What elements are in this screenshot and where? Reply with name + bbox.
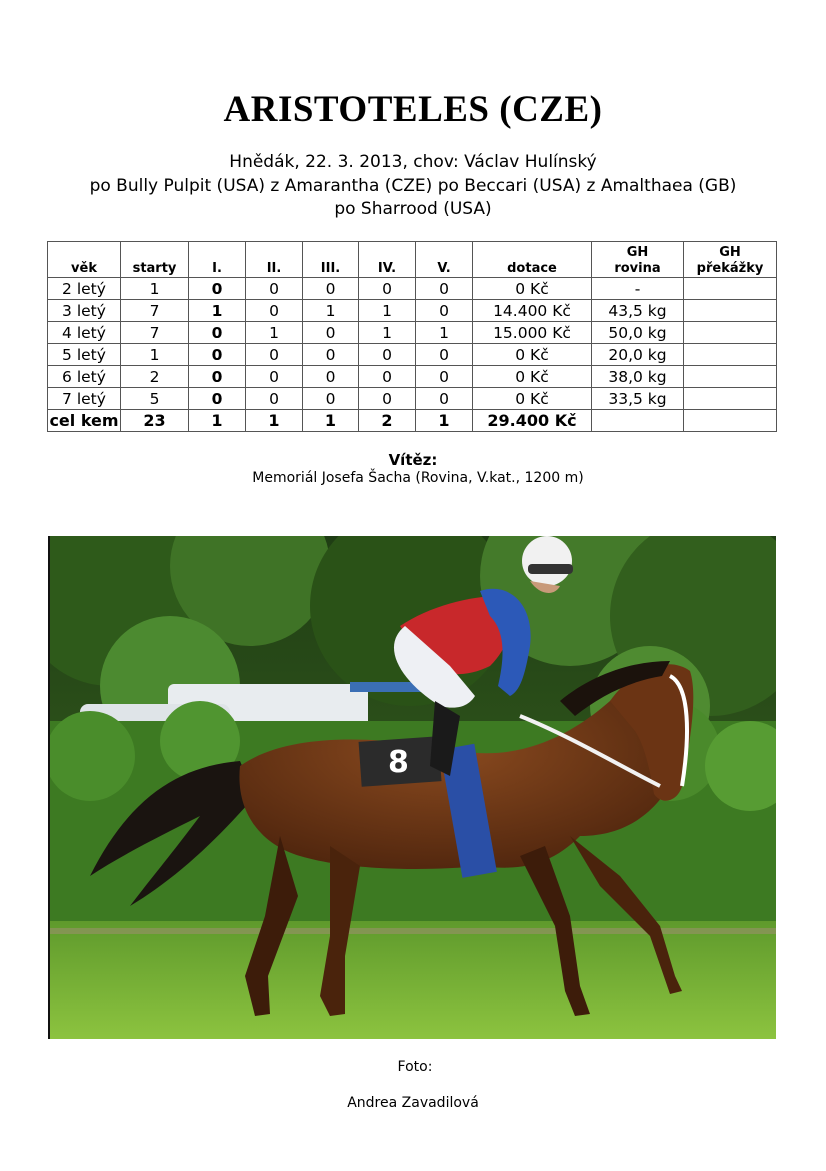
row-age: 6 letý [48, 366, 121, 388]
row-third: 0 [303, 388, 359, 410]
race-stats-table [47, 241, 777, 432]
row-second: 0 [246, 388, 303, 410]
row-gh-jump [684, 322, 777, 344]
row-fourth: 0 [359, 366, 416, 388]
row-gh-flat: 20,0 kg [592, 344, 684, 366]
row-prize: 14.400 Kč [473, 300, 592, 322]
total-starts: 23 [121, 410, 189, 432]
row-fourth: 0 [359, 388, 416, 410]
total-label: cel kem [49, 411, 119, 430]
header-fourth: IV. [359, 242, 416, 278]
row-fourth: 1 [359, 322, 416, 344]
row-prize: 0 Kč [473, 278, 592, 300]
row-age: 5 letý [48, 344, 121, 366]
photo-caption-label: Foto: [397, 1059, 433, 1075]
winner-race: Memoriál Josefa Šacha (Rovina, V.kat., 1200 m) [252, 470, 584, 486]
row-first: 0 [189, 278, 246, 300]
row-age: 4 letý [48, 322, 121, 344]
row-age: 2 letý [48, 278, 121, 300]
row-third: 1 [303, 300, 359, 322]
row-second: 0 [246, 366, 303, 388]
row-starts: 7 [121, 322, 189, 344]
row-third: 0 [303, 322, 359, 344]
row-fifth: 0 [416, 388, 473, 410]
saddle-number: 8 [388, 745, 409, 780]
table-row [48, 388, 777, 410]
table-row [48, 278, 777, 300]
row-second: 0 [246, 278, 303, 300]
row-third: 0 [303, 366, 359, 388]
row-third: 0 [303, 344, 359, 366]
row-age: 7 letý [48, 388, 121, 410]
row-starts: 1 [121, 278, 189, 300]
table-header-row [48, 242, 777, 278]
row-fifth: 1 [416, 322, 473, 344]
row-gh-jump [684, 344, 777, 366]
row-fifth: 0 [416, 366, 473, 388]
row-third: 0 [303, 278, 359, 300]
header-starts: starty [121, 242, 189, 278]
header-age: věk [48, 242, 121, 278]
table-row [48, 322, 777, 344]
horse-photo [48, 536, 776, 1039]
total-gh-jump [684, 410, 777, 432]
pedigree-line: po Bully Pulpit (USA) z Amarantha (CZE) po Beccari (USA) z Amalthaea (GB) [89, 176, 737, 196]
row-fifth: 0 [416, 300, 473, 322]
table-row [48, 366, 777, 388]
row-prize: 0 Kč [473, 388, 592, 410]
row-first: 0 [189, 366, 246, 388]
header-third: III. [303, 242, 359, 278]
row-age: 3 letý [48, 300, 121, 322]
total-third: 1 [303, 410, 359, 432]
header-fifth: V. [416, 242, 473, 278]
photo-author: Andrea Zavadilová [347, 1095, 479, 1111]
row-gh-flat: 50,0 kg [592, 322, 684, 344]
row-gh-flat: 38,0 kg [592, 366, 684, 388]
row-fifth: 0 [416, 344, 473, 366]
row-fourth: 0 [359, 278, 416, 300]
row-second: 1 [246, 322, 303, 344]
total-prize: 29.400 Kč [473, 410, 592, 432]
row-gh-flat: - [592, 278, 684, 300]
row-starts: 2 [121, 366, 189, 388]
row-prize: 0 Kč [473, 366, 592, 388]
winner-label: Vítěz: [388, 451, 438, 469]
header-gh-jump: GH překážky [684, 242, 777, 278]
row-gh-flat: 43,5 kg [592, 300, 684, 322]
row-first: 1 [189, 300, 246, 322]
row-fourth: 0 [359, 344, 416, 366]
row-starts: 7 [121, 300, 189, 322]
header-second: II. [246, 242, 303, 278]
header-first: I. [189, 242, 246, 278]
row-gh-flat: 33,5 kg [592, 388, 684, 410]
row-starts: 5 [121, 388, 189, 410]
horse-name-title: ARISTOTELES (CZE) [223, 89, 603, 130]
total-second: 1 [246, 410, 303, 432]
table-row [48, 300, 777, 322]
row-first: 0 [189, 322, 246, 344]
row-gh-jump [684, 300, 777, 322]
row-first: 0 [189, 388, 246, 410]
horse-info-line: Hnědák, 22. 3. 2013, chov: Václav Hulínský [229, 152, 597, 172]
row-first: 0 [189, 344, 246, 366]
row-fourth: 1 [359, 300, 416, 322]
header-prize: dotace [473, 242, 592, 278]
row-gh-jump [684, 278, 777, 300]
row-prize: 0 Kč [473, 344, 592, 366]
row-gh-jump [684, 366, 777, 388]
row-prize: 15.000 Kč [473, 322, 592, 344]
pedigree-line-2: po Sharrood (USA) [334, 199, 492, 219]
total-first: 1 [189, 410, 246, 432]
table-total-row [48, 410, 777, 432]
row-second: 0 [246, 344, 303, 366]
row-fifth: 0 [416, 278, 473, 300]
row-starts: 1 [121, 344, 189, 366]
horse-photo-illustration [50, 536, 776, 1039]
table-row [48, 344, 777, 366]
header-gh-flat: GH rovina [592, 242, 684, 278]
total-fourth: 2 [359, 410, 416, 432]
total-gh-flat [592, 410, 684, 432]
row-second: 0 [246, 300, 303, 322]
total-fifth: 1 [416, 410, 473, 432]
row-gh-jump [684, 388, 777, 410]
